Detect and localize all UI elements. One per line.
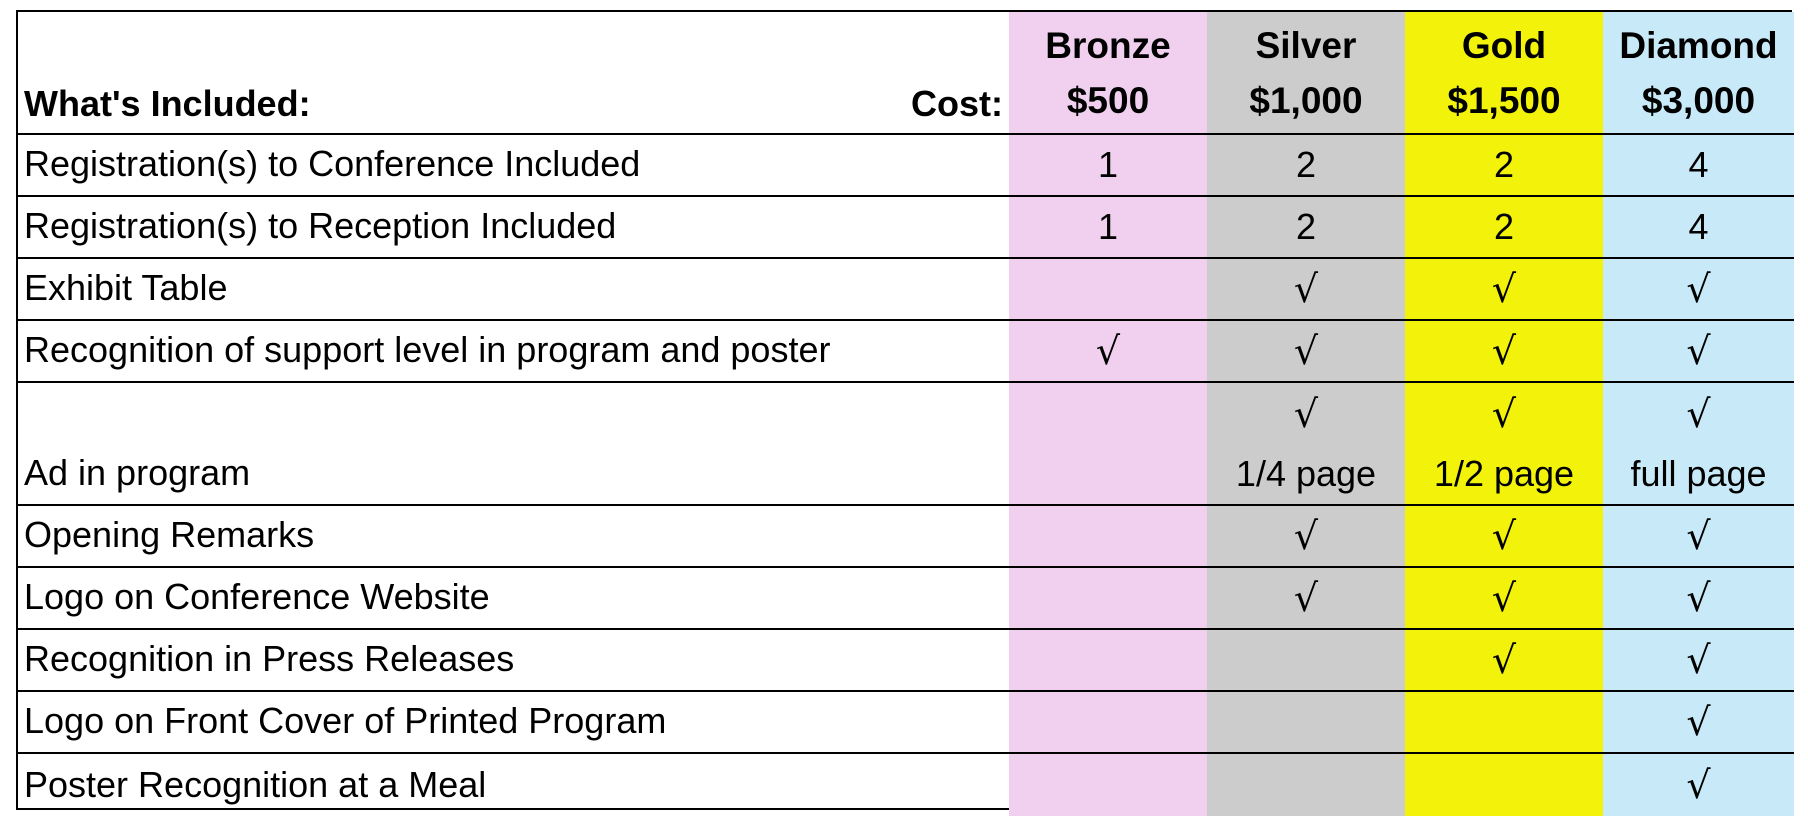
tier-header-bronze bbox=[1009, 12, 1207, 135]
table-cell-bronze: 1 bbox=[1009, 135, 1207, 197]
check-icon-diamond: √ bbox=[1603, 321, 1794, 383]
tier-name: Gold bbox=[1461, 24, 1547, 66]
check-icon-gold: √ bbox=[1405, 506, 1603, 568]
feature-label: Opening Remarks bbox=[18, 506, 1009, 568]
sponsorship-table bbox=[16, 10, 1792, 810]
feature-label: Recognition of support level in program and poster bbox=[18, 321, 1009, 383]
check-icon-silver bbox=[1207, 692, 1405, 754]
table-cell-gold: 2 bbox=[1405, 197, 1603, 259]
check-icon-bronze bbox=[1009, 630, 1207, 692]
feature-label: Poster Recognition at a Meal bbox=[24, 764, 487, 805]
feature-label: Logo on Conference Website bbox=[18, 568, 1009, 630]
check-icon-diamond: √ bbox=[1603, 259, 1794, 321]
tier-price: $1,000 bbox=[1249, 80, 1363, 122]
check-icon-diamond: √ bbox=[1603, 754, 1794, 816]
check-icon-gold: √ bbox=[1405, 568, 1603, 630]
feature-label: Ad in program bbox=[18, 383, 1009, 506]
feature-label: Exhibit Table bbox=[18, 259, 1009, 321]
check-icon-bronze: √ bbox=[1009, 321, 1207, 383]
header-left-cell bbox=[18, 12, 1009, 135]
ad-size-note: 1/2 page bbox=[1433, 453, 1575, 495]
tier-price: $1,500 bbox=[1447, 80, 1561, 122]
check-icon-diamond: √ bbox=[1603, 630, 1794, 692]
check-icon-gold: √ bbox=[1405, 321, 1603, 383]
table-cell-diamond: 4 bbox=[1603, 197, 1794, 259]
table-cell-bronze bbox=[1009, 383, 1207, 506]
whats-included-label: What's Included: bbox=[24, 83, 311, 124]
tier-name: Bronze bbox=[1045, 24, 1171, 66]
tier-header-diamond bbox=[1603, 12, 1794, 135]
table-cell-diamond bbox=[1603, 383, 1794, 506]
check-icon-gold bbox=[1405, 754, 1603, 816]
check-icon-silver: √ bbox=[1207, 568, 1405, 630]
check-icon-bronze bbox=[1009, 568, 1207, 630]
check-icon-silver: √ bbox=[1207, 321, 1405, 383]
check-icon-gold bbox=[1405, 692, 1603, 754]
check-icon-diamond: √ bbox=[1603, 506, 1794, 568]
check-icon: √ bbox=[1686, 391, 1711, 436]
feature-label: Registration(s) to Conference Included bbox=[18, 135, 1009, 197]
check-icon-silver bbox=[1207, 754, 1405, 816]
check-icon-diamond: √ bbox=[1603, 692, 1794, 754]
check-icon-silver bbox=[1207, 630, 1405, 692]
ad-size-note: full page bbox=[1630, 453, 1767, 495]
check-icon-bronze bbox=[1009, 692, 1207, 754]
check-icon: √ bbox=[1491, 391, 1517, 436]
tier-price: $500 bbox=[1066, 80, 1150, 122]
check-icon: √ bbox=[1293, 391, 1319, 436]
table-cell-bronze: 1 bbox=[1009, 197, 1207, 259]
check-icon-silver: √ bbox=[1207, 259, 1405, 321]
ad-size-note: 1/4 page bbox=[1235, 453, 1377, 495]
table-cell-gold bbox=[1405, 383, 1603, 506]
feature-label: Logo on Front Cover of Printed Program bbox=[18, 692, 1009, 754]
tier-header-silver bbox=[1207, 12, 1405, 135]
cost-label: Cost: bbox=[911, 83, 1003, 124]
check-icon-silver: √ bbox=[1207, 506, 1405, 568]
feature-label: Recognition in Press Releases bbox=[18, 630, 1009, 692]
check-icon-gold: √ bbox=[1405, 259, 1603, 321]
tier-name: Silver bbox=[1255, 24, 1357, 66]
table-cell-silver: 2 bbox=[1207, 197, 1405, 259]
tier-header-gold bbox=[1405, 12, 1603, 135]
check-icon-diamond: √ bbox=[1603, 568, 1794, 630]
check-icon-gold: √ bbox=[1405, 630, 1603, 692]
check-icon-bronze bbox=[1009, 506, 1207, 568]
table-cell-gold: 2 bbox=[1405, 135, 1603, 197]
tier-name: Diamond bbox=[1619, 24, 1778, 66]
feature-label: Registration(s) to Reception Included bbox=[18, 197, 1009, 259]
table-cell-silver bbox=[1207, 383, 1405, 506]
check-icon-bronze bbox=[1009, 754, 1207, 816]
table-cell-silver: 2 bbox=[1207, 135, 1405, 197]
tier-price: $3,000 bbox=[1641, 80, 1756, 122]
check-icon-bronze bbox=[1009, 259, 1207, 321]
table-cell-diamond: 4 bbox=[1603, 135, 1794, 197]
